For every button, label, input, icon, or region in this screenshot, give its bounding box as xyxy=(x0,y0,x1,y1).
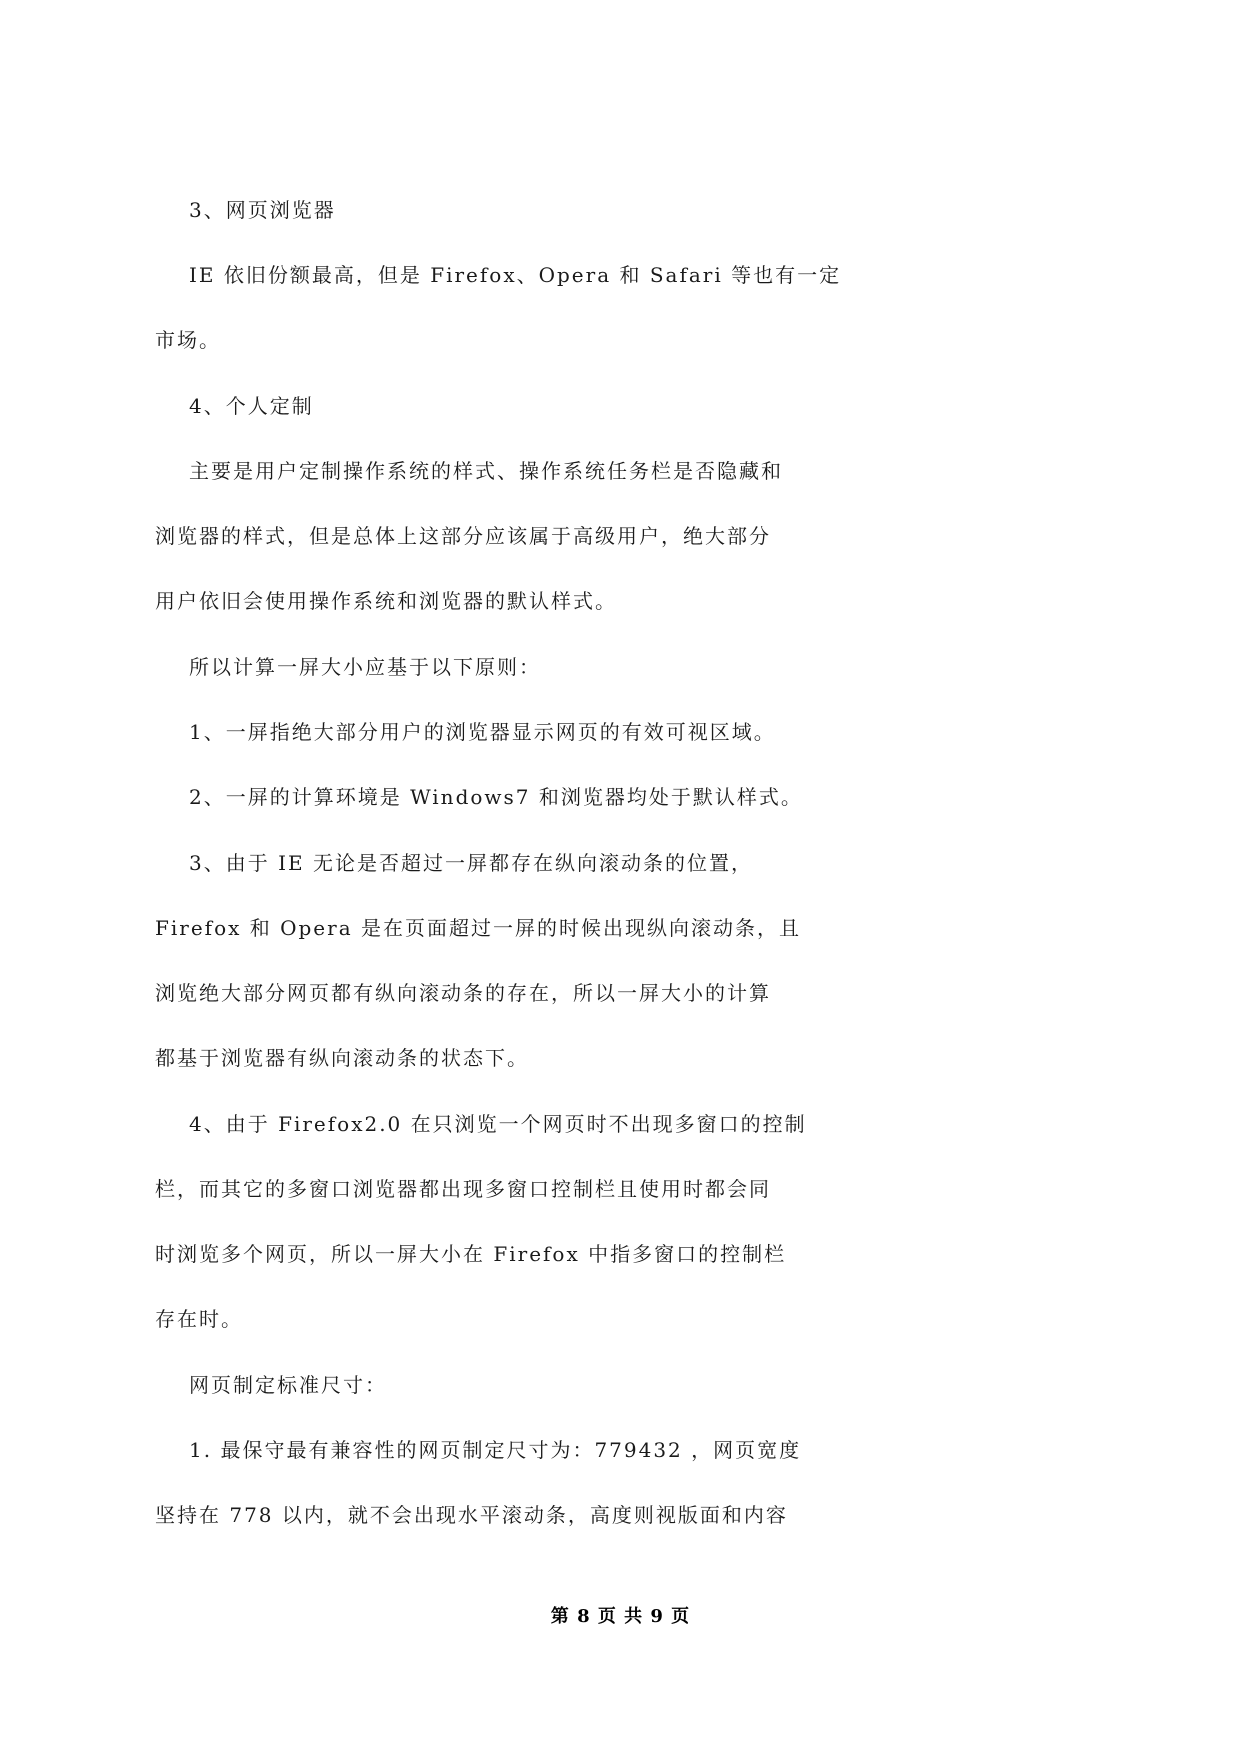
paragraph-line: 栏，而其它的多窗口浏览器都出现多窗口控制栏且使用时都会同 xyxy=(155,1177,771,1201)
heading-web-browser: 3、网页浏览器 xyxy=(189,198,336,222)
paragraph-line: IE 依旧份额最高，但是 Firefox、Opera 和 Safari 等也有一定 xyxy=(189,263,842,287)
paragraph-line: 存在时。 xyxy=(155,1307,243,1331)
heading-standard-size: 网页制定标准尺寸： xyxy=(189,1373,387,1397)
paragraph-line: 浏览器的样式，但是总体上这部分应该属于高级用户，绝大部分 xyxy=(155,524,771,548)
heading-personal-customization: 4、个人定制 xyxy=(189,394,314,418)
list-item: 2、一屏的计算环境是 Windows7 和浏览器均处于默认样式。 xyxy=(189,785,803,809)
paragraph-line: 市场。 xyxy=(155,328,221,352)
list-item: 3、由于 IE 无论是否超过一屏都存在纵向滚动条的位置， xyxy=(189,851,753,875)
paragraph-line: 所以计算一屏大小应基于以下原则： xyxy=(189,655,541,679)
paragraph-line: 主要是用户定制操作系统的样式、操作系统任务栏是否隐藏和 xyxy=(189,459,783,483)
list-item: 4、由于 Firefox2.0 在只浏览一个网页时不出现多窗口的控制 xyxy=(189,1112,807,1136)
list-item: 1. 最保守最有兼容性的网页制定尺寸为：779432 ，网页宽度 xyxy=(189,1438,802,1462)
paragraph-line: 坚持在 778 以内，就不会出现水平滚动条，高度则视版面和内容 xyxy=(155,1503,788,1527)
paragraph-line: 浏览绝大部分网页都有纵向滚动条的存在，所以一屏大小的计算 xyxy=(155,981,771,1005)
paragraph-line: 都基于浏览器有纵向滚动条的状态下。 xyxy=(155,1046,529,1070)
list-item: 1、一屏指绝大部分用户的浏览器显示网页的有效可视区域。 xyxy=(189,720,776,744)
paragraph-line: 用户依旧会使用操作系统和浏览器的默认样式。 xyxy=(155,589,617,613)
paragraph-line: 时浏览多个网页，所以一屏大小在 Firefox 中指多窗口的控制栏 xyxy=(155,1242,787,1266)
page-number-footer: 第 8 页 共 9 页 xyxy=(550,1606,691,1627)
paragraph-line: Firefox 和 Opera 是在页面超过一屏的时候出现纵向滚动条，且 xyxy=(155,916,801,940)
